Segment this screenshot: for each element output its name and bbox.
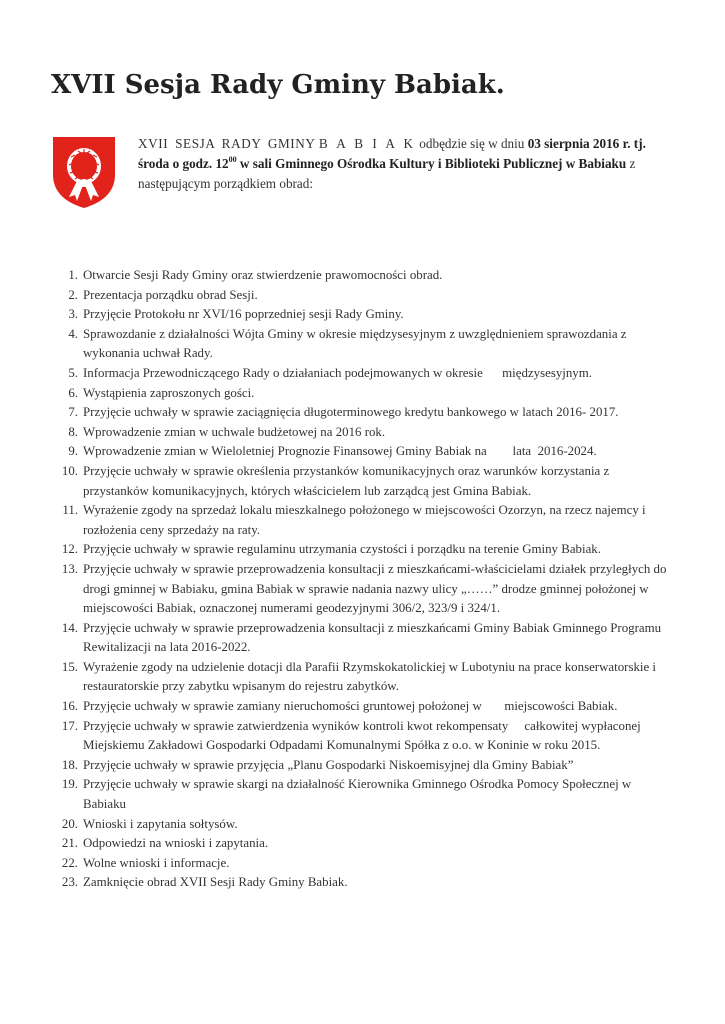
agenda-item-text: Otwarcie Sesji Rady Gminy oraz stwierdzenie prawomocności obrad.: [83, 268, 443, 282]
agenda-item: [56, 619, 670, 658]
agenda-item-number: 19.: [61, 777, 78, 792]
agenda-item-text: Informacja Przewodniczącego Rady o działaniach podejmowanych w okresie międzysesyjnym.: [83, 365, 593, 380]
agenda-item: [56, 266, 670, 286]
agenda-item: [56, 815, 670, 835]
session-date: 03 sierpnia 2016 r. tj. środa: [138, 136, 646, 171]
agenda-item-number: 13.: [61, 561, 78, 576]
agenda-item-text: Przyjęcie uchwały w sprawie przyjęcia „Planu Gospodarki Niskoemisyjnej dla Gminy Babiak”: [83, 757, 574, 772]
agenda-item: [56, 854, 670, 874]
session-time: [173, 156, 627, 171]
agenda-item-text: Przyjęcie uchwały w sprawie skargi na działalność Kierownika Gminnego Ośrodka Pomocy Społecznej w Babiaku: [83, 777, 632, 812]
agenda-item-number: 16.: [61, 699, 78, 714]
agenda-item-text: Przyjęcie uchwały w sprawie przeprowadzenia konsultacji z mieszkańcami Gminy Babiak Gminnego Programu Rewitalizacji na lata 2016-2022.: [83, 620, 662, 655]
crest-icon: [51, 135, 117, 209]
agenda-item-text: Przyjęcie uchwały w sprawie zaciągnięcia długoterminowego kredytu bankowego w latach 2016- 2017.: [83, 405, 619, 420]
intro-part3: odbędzie się w dniu: [415, 136, 528, 151]
agenda-item-number: 18.: [61, 757, 78, 772]
agenda-item: [56, 384, 670, 404]
agenda-item-number: 15.: [61, 659, 78, 674]
agenda-item-number: 1.: [68, 268, 78, 282]
agenda-item-text: Wyrażenie zgody na udzielenie dotacji dla Parafii Rzymskokatolickiej w Lubotyniu na prace konserwatorskie i restauratorskie przy zabytku wpisanym do rejestru zabytków.: [83, 659, 657, 694]
agenda-item-number: 6.: [68, 385, 78, 400]
agenda-item-text: Wnioski i zapytania sołtysów.: [83, 816, 238, 831]
agenda-item-number: 23.: [61, 875, 78, 890]
agenda-item-text: Wyrażenie zgody na sprzedaż lokalu mieszkalnego położonego w miejscowości Ozorzyn, na rzecz najemcy i rozłożenia ceny sprzedaży na raty.: [83, 503, 646, 537]
agenda-item-text: Sprawozdanie z działalności Wójta Gminy w okresie międzysesyjnym z uwzględnieniem sprawozdania z wykonania uchwał Rady.: [83, 326, 627, 361]
agenda-item-number: 5.: [68, 365, 78, 380]
agenda-item: [56, 462, 670, 501]
agenda-item-text: Wprowadzenie zmian w Wieloletniej Prognozie Finansowej Gminy Babiak na lata 2016-2024.: [83, 444, 597, 459]
agenda-item-text: Wprowadzenie zmian w uchwale budżetowej na 2016 rok.: [83, 424, 386, 439]
session-location: w sali Gminnego Ośrodka Kultury i Biblioteki Publicznej w Babiaku: [236, 156, 627, 171]
agenda-item-number: 4.: [68, 326, 78, 341]
agenda-item-text: Przyjęcie uchwały w sprawie określenia przystanków komunikacyjnych oraz warunków korzystania z przystanków komunikacyjnych, których właścicielem lub zarządcą jest Gmina Babiak.: [83, 463, 610, 498]
agenda-item-number: 20.: [61, 816, 78, 831]
agenda-item: [56, 717, 670, 756]
agenda-item-number: 12.: [61, 542, 78, 557]
agenda-item-text: Przyjęcie Protokołu nr XVI/16 poprzedniej sesji Rady Gminy.: [83, 307, 404, 322]
agenda-item: [56, 442, 670, 462]
agenda-item: [56, 286, 670, 306]
agenda-item-text: Wolne wnioski i informacje.: [83, 855, 230, 870]
agenda-item-number: 9.: [68, 444, 78, 459]
agenda-item-text: Przyjęcie uchwały w sprawie przeprowadzenia konsultacji z mieszkańcami-właścicielami działek przyległych do drogi gminnej w Babiaku, gmina Babiak w sprawie nadania nazwy ulicy „……” drodze gminnej położonej w miejscowości Babiak, oznaczonej numerami geodezyjnymi 306/2, 323/9 i 324/1.: [83, 561, 667, 616]
agenda-item-text: Przyjęcie uchwały w sprawie zatwierdzenia wyników kontroli kwot rekompensaty całkowitej wypłaconej Miejskiemu Zakładowi Gospodarki Odpadami Komunalnymi Spółka z o.o. w Koninie w roku 2015.: [83, 718, 644, 753]
intro-part1: XVII SESJA RADY GMINY: [138, 136, 316, 151]
agenda-item: [56, 560, 670, 619]
intro-paragraph: [138, 134, 666, 194]
agenda-item-number: 3.: [68, 307, 78, 322]
agenda-item-number: 14.: [61, 620, 78, 635]
agenda-item: [56, 325, 670, 364]
agenda-item-text: Zamknięcie obrad XVII Sesji Rady Gminy Babiak.: [83, 875, 348, 890]
agenda-item-number: 22.: [61, 855, 78, 870]
agenda-item: [56, 756, 670, 776]
agenda-item: [56, 305, 670, 325]
agenda-item: [56, 403, 670, 423]
agenda-item: [56, 501, 670, 540]
session-time-minutes: 00: [228, 155, 237, 164]
agenda-item-text: Przyjęcie uchwały w sprawie zamiany nieruchomości gruntowej położonej w miejscowości Babiak.: [83, 699, 618, 714]
agenda-item: [56, 423, 670, 443]
intro-part2: B A B I A K: [318, 136, 416, 151]
agenda-item: [56, 540, 670, 560]
session-time-prefix: o godz. 12: [172, 156, 229, 171]
agenda-item-text: Prezentacja porządku obrad Sesji.: [83, 287, 258, 302]
intro-part4: z następującym porządkiem obrad:: [138, 156, 636, 191]
page-title: XVII Sesja Rady Gminy Babiak.: [51, 70, 505, 100]
agenda-item-text: Wystąpienia zaproszonych gości.: [83, 385, 255, 400]
agenda-item-text: Odpowiedzi na wnioski i zapytania.: [83, 836, 269, 851]
agenda-list: [56, 266, 670, 893]
agenda-item: [56, 775, 670, 814]
agenda-item: [56, 364, 670, 384]
agenda-item-number: 2.: [68, 287, 78, 302]
agenda-item-number: 21.: [61, 836, 78, 851]
agenda-item: [56, 658, 670, 697]
agenda-item-number: 7.: [68, 405, 78, 420]
agenda-item-number: 8.: [68, 424, 78, 439]
agenda-item-number: 10.: [61, 463, 78, 478]
agenda-item: [56, 697, 670, 717]
agenda-item-number: 17.: [61, 718, 78, 733]
agenda-item-text: Przyjęcie uchwały w sprawie regulaminu utrzymania czystości i porządku na terenie Gminy Babiak.: [83, 542, 601, 557]
agenda-item: [56, 834, 670, 854]
agenda-item: [56, 873, 670, 893]
agenda-item-number: 11.: [62, 503, 78, 518]
